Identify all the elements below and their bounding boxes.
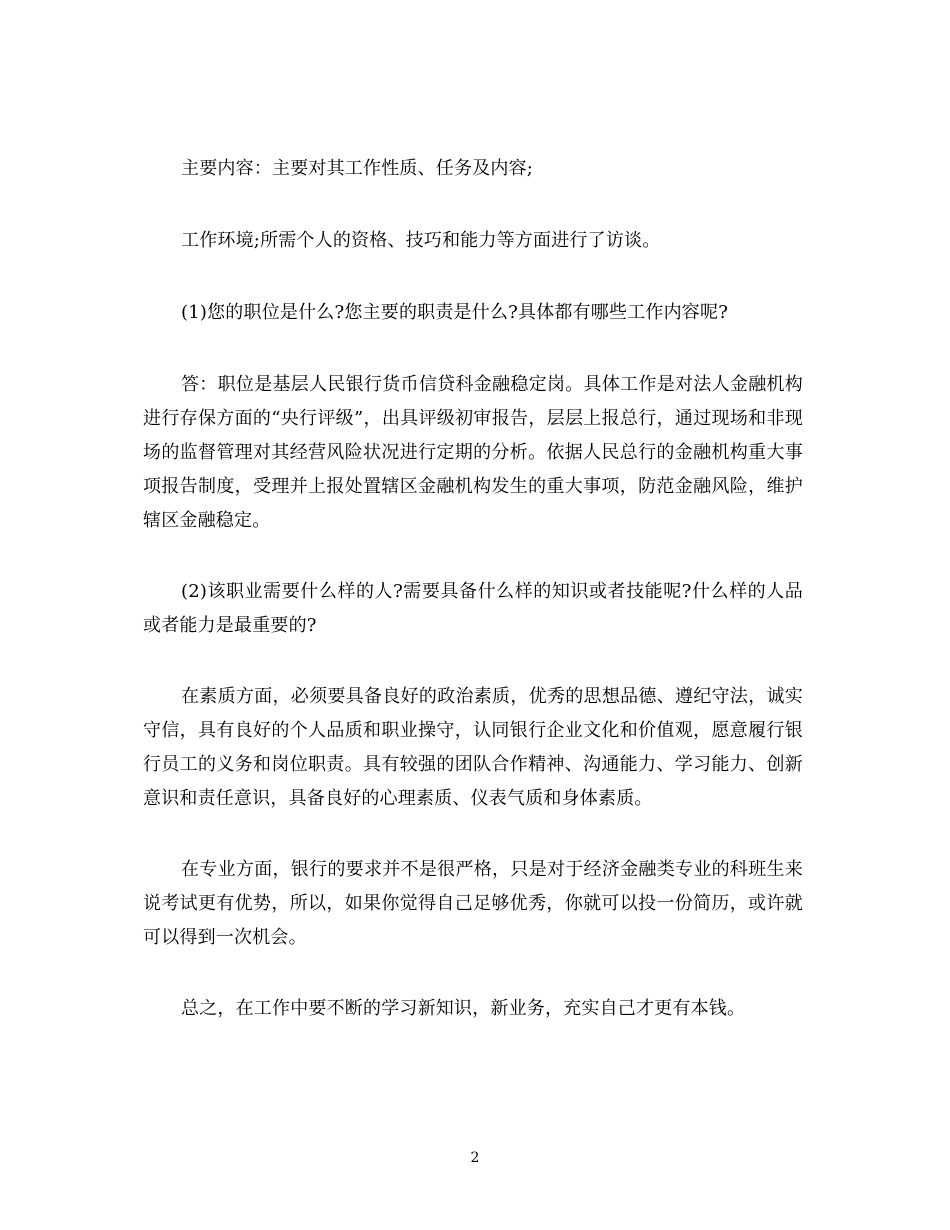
paragraph-conclusion: 总之，在工作中要不断的学习新知识，新业务，充实自己才更有本钱。 xyxy=(181,998,746,1019)
paragraph-professional: 在专业方面，银行的要求并不是很严格，只是对于经济金融类专业的科班生来说考试更有优势，所以，如果你觉得自己足够优秀，你就可以投一份简历，或许就可以得到一次机会。 xyxy=(143,859,803,948)
paragraph-question-1: (1)您的职位是什么?您主要的职责是什么?具体都有哪些工作内容呢? xyxy=(181,302,729,323)
paragraph-work-environment: 工作环境;所需个人的资格、技巧和能力等方面进行了访谈。 xyxy=(181,230,661,251)
paragraph-main-content: 主要内容：主要对其工作性质、任务及内容; xyxy=(181,158,534,179)
paragraph-answer-1: 答：职位是基层人民银行货币信贷科金融稳定岗。具体工作是对法人金融机构进行存保方面的“央行评级”，出具评级初审报告，层层上报总行，通过现场和非现场的监督管理对其经营风险状况进行定期的分析。依据人民总行的金融机构重大事项报告制度，受理并上报处置辖区金融机构发生的重大事项，防范金融风险，维护辖区金融稳定。 xyxy=(143,374,803,531)
paragraph-question-2: (2)该职业需要什么样的人?需要具备什么样的知识或者技能呢?什么样的人品或者能力是最重要的? xyxy=(143,581,803,636)
page-number: 2 xyxy=(470,1150,480,1166)
paragraph-quality: 在素质方面，必须要具备良好的政治素质，优秀的思想品德、遵纪守法，诚实守信，具有良好的个人品质和职业操守，认同银行企业文化和价值观，愿意履行银行员工的义务和岗位职责。具有较强的团队合作精神、沟通能力、学习能力、创新意识和责任意识，具备良好的心理素质、仪表气质和身体素质。 xyxy=(143,686,803,809)
document-body xyxy=(143,152,803,1026)
